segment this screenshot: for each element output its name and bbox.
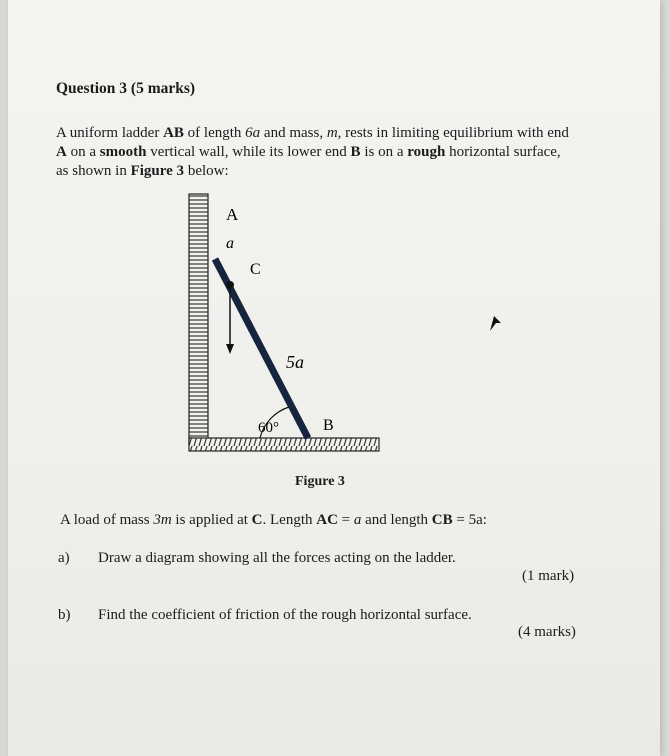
intro-text: and mass, (260, 125, 327, 141)
load-cb: CB (431, 512, 453, 528)
part-text: Find the coefficient of friction of the rough horizontal surface. (98, 607, 472, 623)
intro-text: of length (183, 125, 246, 141)
label-b: B (323, 417, 334, 434)
load-mass: 3m (153, 512, 172, 528)
part-label: a) (58, 550, 70, 566)
part-label: b) (58, 607, 71, 623)
intro-text: on a (66, 144, 100, 160)
intro-text: horizontal surface, as shown in (56, 144, 561, 179)
intro-end-a: A (56, 144, 67, 160)
intro-text: vertical wall, while its lower end (146, 144, 351, 160)
label-a: A (226, 205, 239, 224)
intro-length: 6a (245, 125, 261, 141)
intro-mass: m (326, 125, 338, 141)
part-text: Draw a diagram showing all the forces acting on the ladder. (98, 550, 456, 566)
intro-text: is on a (360, 144, 408, 160)
part-a (58, 550, 456, 567)
load-text: is applied at (171, 512, 252, 528)
question-intro (56, 124, 576, 181)
intro-ladder-name: AB (163, 125, 184, 141)
label-c: C (250, 261, 261, 278)
load-text: . Length (262, 512, 317, 528)
load-point: C (251, 512, 263, 528)
part-a-marks: (1 mark) (522, 568, 575, 584)
load-text: and length (361, 512, 432, 528)
load-text: = 5a: (452, 512, 487, 528)
ladder-figure (168, 186, 398, 466)
part-b-marks: (4 marks) (518, 624, 576, 640)
intro-text: A uniform ladder (56, 125, 164, 141)
label-5a: 5a (286, 352, 304, 372)
ground (189, 438, 379, 451)
intro-rough: rough (407, 144, 446, 160)
load-ac: AC (316, 512, 338, 528)
wall (189, 194, 208, 444)
intro-smooth: smooth (99, 144, 147, 160)
figure-caption: Figure 3 (295, 474, 345, 489)
part-b (58, 607, 472, 624)
intro-text: , rests in limiting equilibrium with end (337, 125, 569, 141)
load-a: a (353, 512, 362, 528)
question-title: Question 3 (5 marks) (56, 80, 196, 97)
mouse-pointer-icon (488, 314, 504, 332)
label-angle: 60° (258, 420, 279, 436)
load-text: = (337, 512, 354, 528)
load-text: A load of mass (60, 512, 154, 528)
question-page (8, 0, 660, 756)
intro-end-b: B (350, 144, 361, 160)
load-statement (60, 512, 487, 529)
load-arrow-head (226, 344, 234, 354)
intro-text: below: (184, 163, 229, 179)
intro-figure-ref: Figure 3 (130, 163, 185, 179)
label-small-a: a (226, 235, 234, 252)
